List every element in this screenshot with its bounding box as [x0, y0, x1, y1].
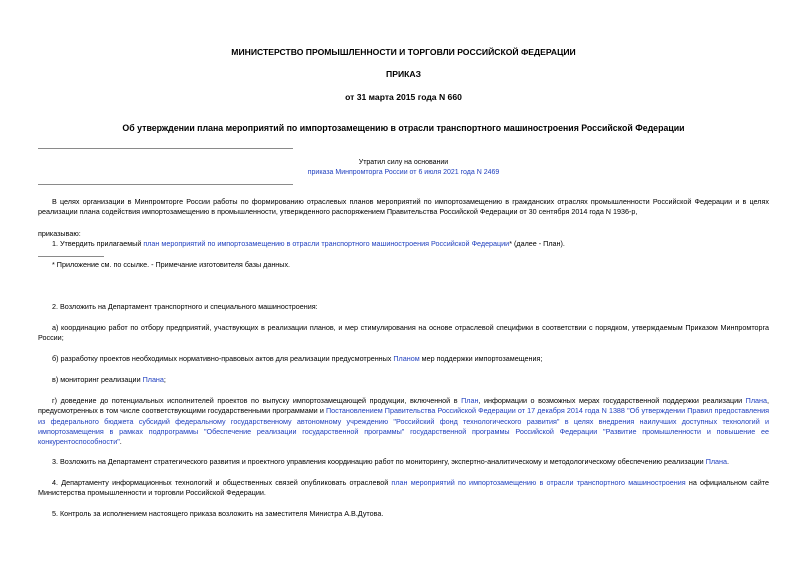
- plan-link-2g-2[interactable]: Плана: [745, 396, 767, 405]
- divider-bottom: [38, 184, 293, 185]
- plan-link-4[interactable]: план мероприятий по импортозамещению в отрасли транспортного машиностроения: [391, 478, 686, 487]
- item-3: 3. Возложить на Департамент стратегического развития и проектного управления координацию работ по мониторингу, экспертно-аналитическому и методологическому обеспечению реализации Плана.: [52, 457, 730, 466]
- status-note-link-row: [0, 169, 807, 176]
- intro-paragraph: В целях организации в Минпромторге России работы по формированию отраслевых планов мероприятий по импортозамещению в гражданских отраслях промышленности Российской Федерации и в целях реализации плана содействия импортозамещению в промышленности, утвержденного распоряжением Правительства Российской Федерации от 30 сентября 2014 года N 1936-р,: [38, 197, 769, 217]
- plan-link-2b[interactable]: Планом: [393, 354, 420, 363]
- footnote: * Приложение см. по ссылке. - Примечание изготовителя базы данных.: [52, 260, 291, 269]
- ministry-heading: МИНИСТЕРСТВО ПРОМЫШЛЕННОСТИ И ТОРГОВЛИ РОССИЙСКОЙ ФЕДЕРАЦИИ: [231, 47, 576, 57]
- plan-link-2g-1[interactable]: План: [461, 396, 479, 405]
- government-decree-link[interactable]: Постановлением Правительства Российской Федерации от 17 декабря 2014 года N 1388: [325, 406, 625, 416]
- plan-link-2v[interactable]: Плана: [142, 375, 164, 384]
- divider-top: [38, 148, 293, 149]
- item-2g: г) доведение до потенциальных исполнителей проектов по выпуску импортозамещающей продукции, включенной в План, информации о возможных мерах государственной поддержки реализации Плана, предусмотренных в том числе соответствующими государственными программами и Постановлением Правительства Российской Федерации от 17 декабря 2014 года N 1388 "Об утверждении Правил предоставления из федерального бюджета субсидий федеральному государственному автономному учреждению "Российский фонд технологического развития" в целях внедрения наилучших доступных технологий и импортозамещения в рамках подпрограммы "Обеспечение реализации государственной программы" государственной программы Российской Федерации "Развитие промышленности и повышение ее конкурентоспособности".: [38, 396, 769, 447]
- doc-type: ПРИКАЗ: [386, 69, 421, 79]
- plan-link-3[interactable]: Плана: [705, 457, 728, 466]
- status-note-line: Утратил силу на основании: [358, 159, 449, 166]
- plan-link[interactable]: план мероприятий по импортозамещению в отрасли транспортного машиностроения Российской Федерации: [143, 239, 510, 248]
- rules-title-link[interactable]: "Об утверждении Правил предоставления из федерального бюджета субсидий федеральному государственному автономному учреждению "Российский фонд технологического развития" в целях внедрения наилучших доступных технологий и импортозамещения в рамках подпрограммы "Обеспечение реализации государственной программы" государственной программы Российской Федерации "Развитие промышленности и повышение ее конкурентоспособности": [38, 406, 769, 447]
- item-2: 2. Возложить на Департамент транспортного и специального машиностроения:: [52, 302, 318, 311]
- repeal-order-link[interactable]: приказа Минпромторга России от 6 июля 2021 года N 2469: [307, 169, 500, 176]
- item-2b: б) разработку проектов необходимых нормативно-правовых актов для реализации предусмотренных Планом мер поддержки импортозамещения;: [52, 354, 543, 363]
- item-5: 5. Контроль за исполнением настоящего приказа возложить на заместителя Министра А.В.Дутова.: [52, 509, 384, 518]
- doc-title: Об утверждении плана мероприятий по импортозамещению в отрасли транспортного машиностроения Российской Федерации: [122, 123, 685, 133]
- item-2a: а) координацию работ по отбору предприятий, участвующих в реализации планов, и мер стимулирования на основе отраслевой специфики в соответствии с порядком, утверждаемым Приказом Минпромторга России;: [38, 323, 769, 343]
- doc-date-number: от 31 марта 2015 года N 660: [345, 92, 462, 102]
- item-2v: в) мониторинг реализации Плана;: [52, 375, 166, 384]
- item-1: 1. Утвердить прилагаемый план мероприятий по импортозамещению в отрасли транспортного машиностроения Российской Федерации* (далее - План).: [52, 239, 565, 248]
- item-4: 4. Департаменту информационных технологий и общественных связей опубликовать отраслевой план мероприятий по импортозамещению в отрасли транспортного машиностроения на официальном сайте Министерства промышленности и торговли Российской Федерации.: [38, 478, 769, 498]
- footnote-divider: [38, 256, 104, 257]
- order-word: приказываю:: [38, 229, 81, 238]
